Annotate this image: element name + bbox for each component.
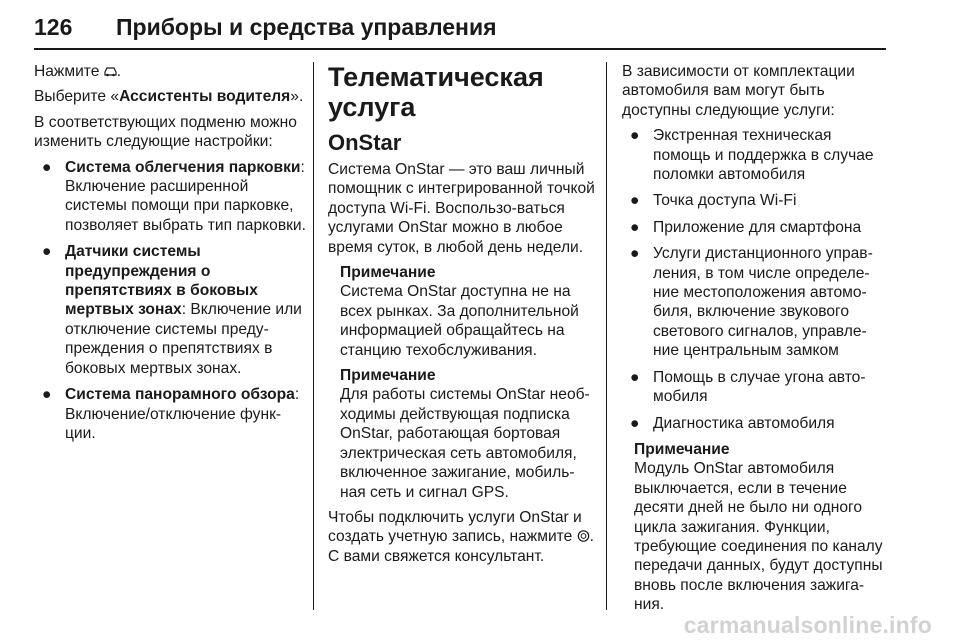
press-instruction: Нажмите . [34, 63, 122, 80]
list-item: ● Датчики системы предупреждения о препятствиях в боковых мертвых зонах: Включение или отключение системы преду-преждения о препятствиях в боковых мертвых зонах. [42, 243, 302, 377]
section-heading: Телематическая услуга [328, 62, 544, 122]
note-title: Примечание [634, 440, 730, 458]
right-column [622, 62, 886, 621]
services-intro: В зависимости от комплектации автомобиля вам могут быть доступны следующие услуги: [622, 63, 855, 119]
car-menu-icon [104, 63, 117, 75]
column-divider-right [606, 62, 607, 610]
note-text: Для работы системы OnStar необ-ходимы действующая подписка OnStar, работающая бортовая электрическая сеть автомобиля, включенное зажигание, мобиль-ная сеть и сигнал GPS. [340, 386, 590, 501]
section-subheading: OnStar [328, 130, 402, 155]
note-text: Модуль OnStar автомобиля выключается, если в течение десяти дней не было ни одного цикла зажигания. Функции, требующие соединения по каналу передачи данных, будут доступны вновь после включения зажига-ния. [634, 460, 883, 614]
list-item: ● Система облегчения парковки: Включение расширенной системы помощи при парковке, позволяет выбрать тип парковки. [42, 158, 306, 234]
bullet: ● [630, 218, 640, 236]
submenu-intro: В соответствующих подменю можно изменить следующие настройки: [34, 113, 297, 151]
list-item: ● Помощь в случае угона авто-мобиля [630, 368, 866, 406]
note-title: Примечание [340, 264, 436, 282]
note-block [328, 366, 598, 502]
list-item: ● Услуги дистанционного управ-ления, в том числе определе-ние местоположения автомо-биля, включение звукового светового сигналов, управле-ние центральным замком [630, 245, 873, 360]
watermark: carmanualsonline.info [683, 612, 932, 638]
bullet: ● [630, 192, 640, 210]
left-column [34, 62, 306, 450]
bullet: ● [42, 386, 52, 404]
list-item: ● Точка доступа Wi-Fi [630, 192, 797, 210]
bullet: ● [630, 414, 640, 432]
list-item: ● Экстренная техническая помощь и поддержка в случае поломки автомобиля [630, 127, 874, 184]
note-block [622, 440, 886, 615]
note-text: Система OnStar доступна не на всех рынках. За дополнительной информацией обращайтесь на станцию техобслуживания. [340, 283, 579, 359]
bullet: ● [42, 243, 52, 261]
chapter-title: Приборы и средства управления [116, 14, 497, 40]
onstar-intro: Система OnStar — это ваш личный помощник с интегрированной точкой доступа Wi-Fi. Воспользо-ваться услугами OnStar можно в любое время суток, в любой день недели. [328, 161, 595, 256]
note-title: Примечание [340, 367, 436, 385]
select-instruction: Выберите «Ассистенты водителя». [34, 88, 304, 106]
middle-column [328, 62, 598, 572]
driver-assist-menu-name: Ассистенты водителя [119, 88, 291, 106]
header-rule [34, 48, 886, 50]
list-item: ● Приложение для смартфона [630, 218, 862, 236]
page-header [34, 0, 886, 50]
list-item: ● Диагностика автомобиля [630, 414, 835, 432]
services-list [622, 126, 886, 433]
bullet: ● [630, 245, 640, 263]
bullet: ● [630, 368, 640, 386]
column-divider-left [313, 62, 314, 610]
list-item: ● Система панорамного обзора: Включение/отключение функ-ции. [42, 386, 300, 442]
bullet: ● [630, 127, 640, 145]
connect-instruction: Чтобы подключить услуги OnStar и создать учетную запись, нажмите . С вами свяжется консультант. [328, 508, 594, 565]
note-block [328, 263, 598, 360]
settings-list [34, 158, 306, 444]
bullet: ● [42, 158, 52, 176]
onstar-button-icon [577, 528, 590, 540]
page-number: 126 [34, 14, 73, 40]
